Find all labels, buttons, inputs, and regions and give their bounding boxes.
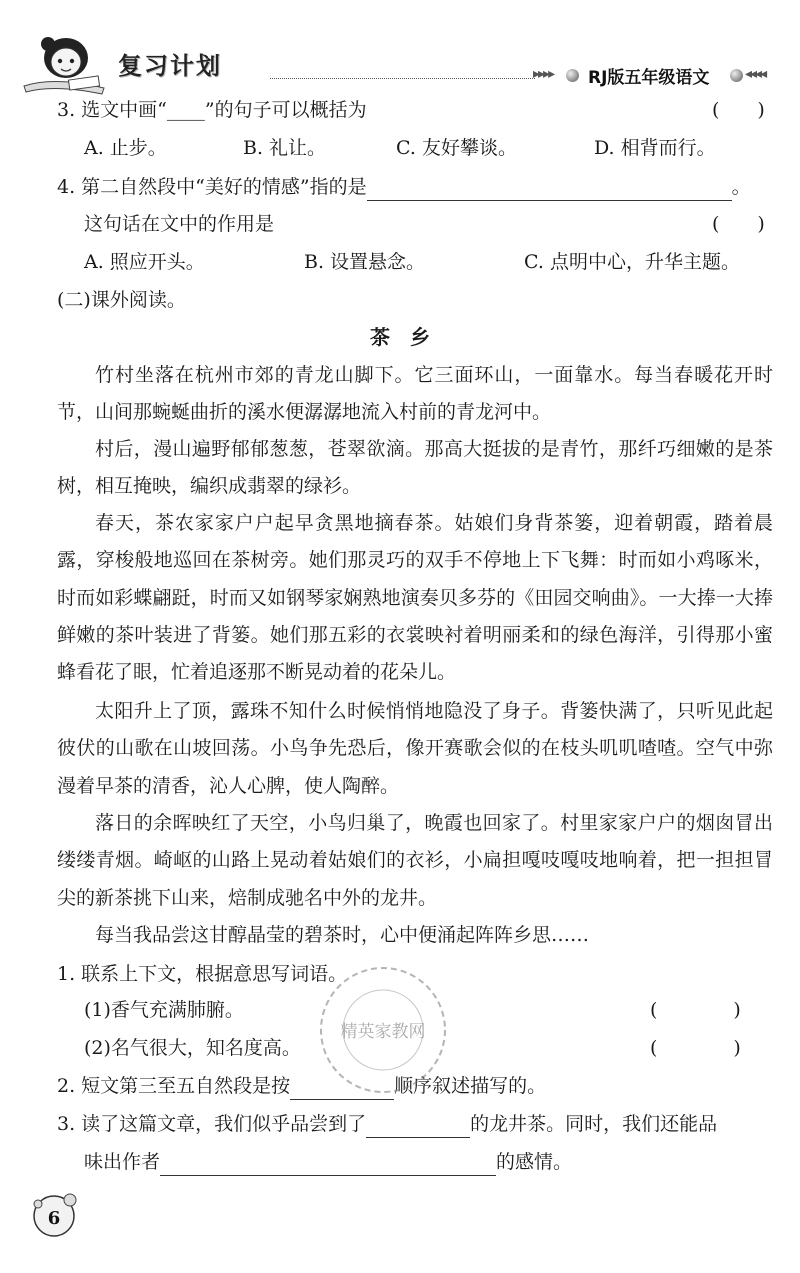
- question-3-text: [57, 1110, 717, 1138]
- article-paragraph: 竹村坐落在杭州市郊的青龙山脚下。它三面环山，一面靠水。每当春暖花开时节，山间那蜿蜒曲折的溪水便潺潺地流入村前的青龙河中。: [57, 364, 773, 424]
- question-1-text: 1. 联系上下文，根据意思写词语。: [57, 963, 348, 985]
- question-3-line2: [84, 1148, 572, 1176]
- question-4-line2: 这句话在文中的作用是: [84, 213, 275, 235]
- question-3-text: 3. 选文中画“____”的句子可以概括为: [57, 99, 367, 121]
- ball-icon: [730, 69, 743, 82]
- brand-title: 复习计划: [118, 52, 222, 80]
- option-c[interactable]: C. 友好攀谈。: [396, 137, 517, 159]
- question-3-line2-suffix: 的感情。: [496, 1151, 573, 1173]
- question-3-line2-prefix: 味出作者: [84, 1151, 161, 1173]
- option-d[interactable]: D. 相背而行。: [594, 137, 716, 159]
- question-2-text: [57, 1072, 546, 1100]
- question-1-sub2: (2)名气很大，知名度高。: [84, 1037, 301, 1059]
- article-paragraph: 太阳升上了顶，露珠不知什么时候悄悄地隐没了身子。背篓快满了，只听见此起彼伏的山歌在山坡回荡。小鸟争先恐后，像开赛歌会似的在枝头叽叽喳喳。空气中弥漫着早茶的清香，沁人心脾，使人陶醉。: [57, 700, 773, 797]
- page-number: 6: [47, 1208, 61, 1229]
- ball-icon: [566, 69, 579, 82]
- answer-bracket[interactable]: ( ): [650, 999, 741, 1021]
- watermark-stamp: [308, 955, 458, 1105]
- question-3-prefix: 3. 读了这篇文章，我们似乎品尝到了: [57, 1113, 367, 1135]
- answer-bracket[interactable]: ( ): [650, 1037, 741, 1059]
- option-b[interactable]: B. 礼让。: [243, 137, 327, 159]
- edition-label: RJ版五年级语文: [588, 68, 710, 88]
- arrow-left-icon: ◂◂◂◂: [745, 66, 766, 82]
- article-paragraph: 每当我品尝这甘醇晶莹的碧茶时，心中便涌起阵阵乡思……: [95, 924, 590, 946]
- question-4-text: [57, 173, 751, 201]
- question-3-suffix: 的龙井茶。同时，我们还能品: [470, 1113, 718, 1135]
- question-2-prefix: 2. 短文第三至五自然段是按: [57, 1075, 291, 1097]
- mascot-girl-illustration: [14, 28, 114, 98]
- question-2-suffix: 顺序叙述描写的。: [394, 1075, 547, 1097]
- answer-bracket[interactable]: ( ): [712, 99, 765, 121]
- header-divider: [270, 78, 535, 79]
- answer-blank[interactable]: [366, 1115, 470, 1138]
- article-title: 茶 乡: [370, 325, 430, 349]
- section-heading: (二)课外阅读。: [57, 289, 186, 311]
- question-4-prefix: 4. 第二自然段中“美好的情感”指的是: [57, 176, 367, 198]
- answer-bracket[interactable]: ( ): [712, 213, 765, 235]
- article-paragraph: 落日的余晖映红了天空，小鸟归巢了，晚霞也回家了。村里家家户户的烟囱冒出缕缕青烟。崎岖的山路上晃动着姑娘们的衣衫，小扁担嘎吱嘎吱地响着，把一担担冒尖的新茶挑下山来，焙制成驰名中外的龙井。: [57, 812, 773, 909]
- question-1-sub1: (1)香气充满肺腑。: [84, 999, 244, 1021]
- page-number-badge: [26, 1184, 86, 1244]
- option-a[interactable]: A. 止步。: [84, 137, 167, 159]
- article-paragraph: 村后，漫山遍野郁郁葱葱，苍翠欲滴。那高大挺拔的是青竹，那纤巧细嫩的是茶树，相互掩映，编织成翡翠的绿衫。: [57, 438, 773, 498]
- option-a[interactable]: A. 照应开头。: [84, 251, 205, 273]
- option-b[interactable]: B. 设置悬念。: [304, 251, 426, 273]
- page-header: [0, 0, 800, 100]
- article-paragraph: 春天，茶农家家户户起早贪黑地摘春茶。姑娘们身背茶篓，迎着朝霞，踏着晨露，穿梭般地巡回在茶树旁。她们那灵巧的双手不停地上下飞舞：时而如小鸡啄米，时而如彩蝶翩跹，时而又如钢琴家娴熟地演奏贝多芬的《田园交响曲》。一大捧一大捧鲜嫩的茶叶装进了背篓。她们那五彩的衣裳映衬着明丽柔和的绿色海洋，引得那小蜜蜂看花了眼，忙着追逐那不断晃动着的花朵儿。: [57, 512, 773, 684]
- question-4-end: 。: [731, 176, 751, 198]
- answer-blank[interactable]: [367, 178, 732, 201]
- answer-blank[interactable]: [160, 1153, 496, 1176]
- watermark-text: 精英家教网: [340, 1022, 426, 1042]
- arrow-right-icon: ▸▸▸▸: [533, 66, 554, 82]
- option-c[interactable]: C. 点明中心，升华主题。: [524, 251, 740, 273]
